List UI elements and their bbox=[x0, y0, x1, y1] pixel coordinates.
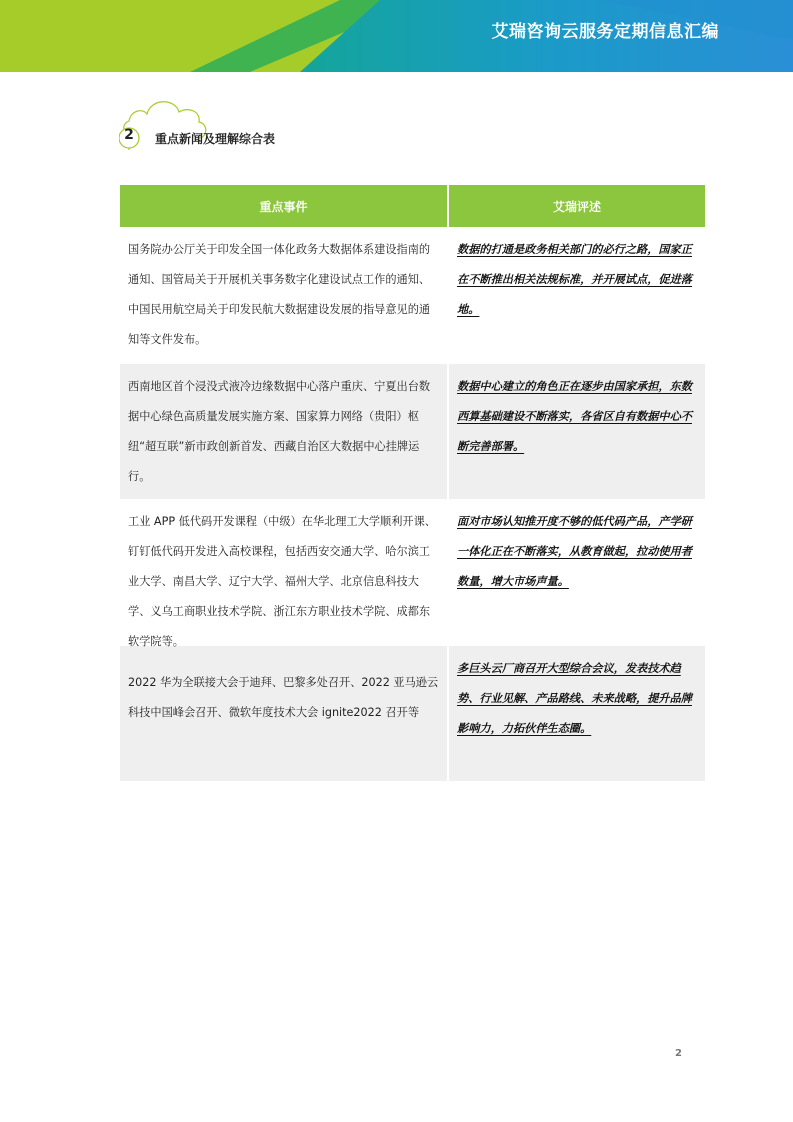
table-row bbox=[120, 364, 705, 499]
cloud-outline-icon bbox=[119, 94, 219, 158]
news-summary-table bbox=[120, 185, 705, 781]
header-banner bbox=[0, 0, 793, 72]
page-number: 2 bbox=[675, 1048, 682, 1059]
header-key-events: 重点事件 bbox=[120, 185, 447, 227]
comment-text: 数据中心建立的角色正在逐步由国家承担，东数西算基础建设不断落实，各省区自有数据中心不断完善部署。 bbox=[457, 380, 692, 453]
table-row bbox=[120, 227, 705, 364]
comment-cell bbox=[449, 499, 705, 646]
comment-cell bbox=[449, 646, 705, 781]
header-iresearch-comment: 艾瑞评述 bbox=[449, 185, 705, 227]
event-cell: 国务院办公厅关于印发全国一体化政务大数据体系建设指南的通知、国管局关于开展机关事务数字化建设试点工作的通知、中国民用航空局关于印发民航大数据建设发展的指导意见的通知等文件发布。 bbox=[128, 243, 431, 346]
table-row bbox=[120, 499, 705, 646]
event-cell: 西南地区首个浸没式液冷边缘数据中心落户重庆、宁夏出台数据中心绿色高质量发展实施方案、国家算力网络（贵阳）枢纽“超互联”新市政创新首发、西藏自治区大数据中心挂牌运行。 bbox=[128, 380, 431, 483]
section-heading bbox=[119, 94, 379, 164]
banner-title: 艾瑞咨询云服务定期信息汇编 bbox=[491, 22, 719, 42]
comment-cell bbox=[449, 364, 705, 499]
section-number: 2 bbox=[124, 127, 134, 143]
section-title: 重点新闻及理解综合表 bbox=[155, 132, 276, 146]
comment-text: 多巨头云厂商召开大型综合会议，发表技术趋势、行业见解、产品路线、未来战略，提升品牌影响力，力拓伙伴生态圈。 bbox=[457, 662, 692, 735]
event-cell: 工业 APP 低代码开发课程（中级）在华北理工大学顺利开课、钉钉低代码开发进入高校课程，包括西安交通大学、哈尔滨工业大学、南昌大学、辽宁大学、福州大学、北京信息科技大学、义乌工商职业技术学院、浙江东方职业技术学院、成都东软学院等。 bbox=[128, 515, 436, 648]
comment-cell bbox=[449, 227, 705, 364]
table-row bbox=[120, 646, 705, 781]
comment-text: 面对市场认知推开度不够的低代码产品，产学研一体化正在不断落实，从教育做起，拉动使用者数量，增大市场声量。 bbox=[457, 515, 692, 588]
table-header bbox=[120, 185, 705, 227]
event-cell: 2022 华为全联接大会于迪拜、巴黎多处召开、2022 亚马逊云科技中国峰会召开、微软年度技术大会 ignite2022 召开等 bbox=[128, 676, 439, 719]
comment-text: 数据的打通是政务相关部门的必行之路，国家正在不断推出相关法规标准，并开展试点，促进落地。 bbox=[457, 243, 692, 316]
